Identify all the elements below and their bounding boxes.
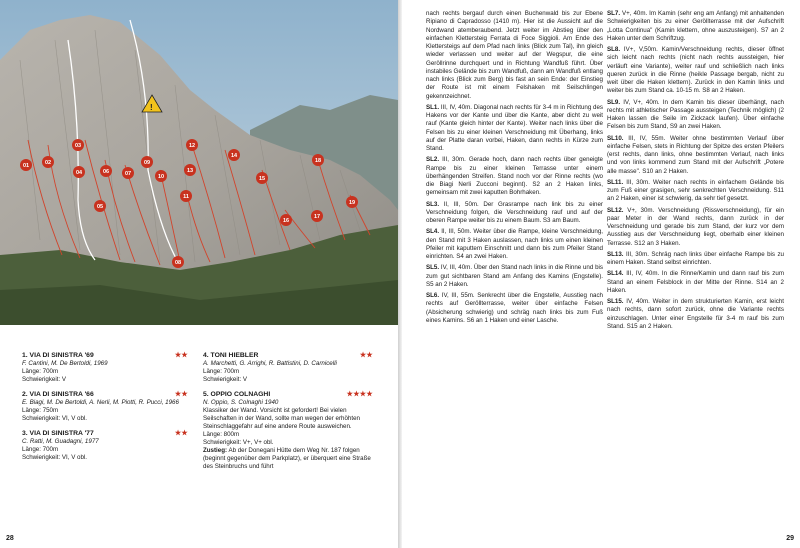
route-entry	[203, 352, 373, 384]
svg-text:13: 13	[186, 168, 194, 174]
pitch-label: SL13.	[607, 250, 624, 258]
mountain-topo-photo	[0, 0, 398, 325]
pitch-paragraph	[607, 179, 784, 204]
pitch-paragraph	[426, 104, 603, 154]
svg-text:11: 11	[183, 194, 189, 200]
pitch-paragraph	[607, 10, 784, 43]
route-marker	[312, 154, 324, 166]
route-marker	[122, 167, 134, 179]
pitch-label: SL2.	[426, 156, 440, 164]
pitch-text: IV, III, 40m. Über den Stand nach links in die Rinne und bis zum gut sichtbaren Stand am Anfang des Kamins (Engstelle). S5 an 2 Haken.	[426, 264, 603, 288]
route-authors: E. Biagi, M. De Bertoldi, A. Nerli, M. Piotti, R. Pucci, 1966	[22, 399, 179, 406]
svg-text:04: 04	[75, 170, 83, 176]
route-stars: ★★	[359, 352, 373, 359]
route-entry	[22, 430, 188, 462]
length-label: Länge:	[22, 446, 41, 453]
pitch-text: III, 30m. Weiter nach rechts in einfachem Gelände bis zum Fuß einer grasigen, sehr senkrechten Verschneidung. S11 an 2 Haken, einer ist schwierig, da sehr tief gesetzt.	[607, 178, 784, 203]
pitch-label: SL15.	[607, 298, 624, 305]
pitch-label: SL11.	[607, 178, 624, 186]
pitch-label: SL4.	[426, 228, 440, 236]
route-marker	[155, 170, 167, 182]
pitch-text: III, IV, 40m. Diagonal nach rechts für 3-4 m in Richtung des Hakens vor der Kante und über die Kante, aber dicht zu weit rauf (Kante gleich hinter der Kante). Weiter nach links über die Felsen bis zu einer kleinen Verschneidung mit Überhang, links auf der Platte daran vorbei, Haken, dann rechts in Kürze zum Stand.	[426, 103, 603, 152]
pitch-paragraph	[426, 201, 603, 226]
route-entry	[203, 391, 373, 471]
pitch-text: IV, V+, 40m. In dem Kamin bis dieser überhängt, nach rechts mit athletischer Passage aussteigen (Technik möglich) (2 Haken lassen die Seile im Zickzack laufen). Über einfache Felsen bis zum Stand, S9 an zwei Haken.	[607, 98, 784, 131]
pitch-label: SL12.	[607, 206, 624, 214]
route-marker	[20, 159, 32, 171]
pitch-paragraph	[607, 135, 784, 176]
route-marker	[228, 149, 240, 161]
pitch-paragraph	[426, 156, 603, 197]
route-entry	[22, 391, 188, 423]
svg-text:08: 08	[174, 260, 182, 266]
pitch-paragraph	[607, 207, 784, 248]
pitch-paragraph	[426, 264, 603, 289]
page-number-right: 29	[786, 535, 794, 542]
route-title: 2. VIA DI SINISTRA '66	[22, 391, 94, 398]
pitch-text: IV+, V,50m. Kamin/Verschneidung rechts, dieser öffnet sich leicht nach rechts (nicht nach rechts aussteigen, hier verläuft eine Variante), weiter rauf und schließlich nach links queren zurück in die Rinne (heikle Passage bergab, nicht zu weit über die Haken klettern). Zurück in den Kamin links und weiter bis zum Stand ca. 10-15 m. S8 an 2 Haken.	[607, 46, 784, 95]
route-authors: C. Ratti, M. Guadagni, 1977	[22, 438, 99, 445]
svg-text:14: 14	[230, 153, 238, 159]
approach-paragraph	[426, 10, 603, 101]
svg-text:12: 12	[188, 143, 196, 149]
page-number-left: 28	[6, 535, 14, 542]
pitch-text: III, IV, 40m. In die Rinne/Kamin und dann rauf bis zum Stand an einem Felsblock in der Mitte der Rinne. S14 an 2 Haken.	[607, 270, 784, 294]
pitch-text: IV, 40m. Weiter in dem strukturierten Kamin, erst leicht nach rechts, dann sofort zurück, ohne die Variante rechts einzuschlagen. Unter einer Engstelle für 3-4 m rauf bis zum Stand. S15 an 2 Haken.	[607, 298, 784, 330]
route-length: 800m	[223, 431, 240, 438]
pitch-text: IV, III, 55m. Senkrecht über die Engstelle, Ausstieg nach rechts auf Geröllterrasse, weiter über einfache Felsen (Absicherung schwierig) und schräg nach links bis zum Fuß eines Kamins. S6 an 1 Haken und einer Lasche.	[426, 292, 603, 324]
route-difficulty: VI, V obl.	[61, 454, 88, 461]
pitch-column-1	[426, 10, 603, 328]
svg-text:07: 07	[124, 171, 132, 177]
route-marker	[256, 172, 268, 184]
svg-text:05: 05	[96, 204, 104, 210]
length-label: Länge:	[22, 368, 41, 375]
route-stars: ★★★★	[346, 391, 373, 398]
svg-text:01: 01	[22, 163, 30, 169]
route-length: 750m	[42, 407, 59, 414]
route-marker	[94, 200, 106, 212]
route-stars: ★★	[174, 391, 188, 398]
pitch-label: SL5.	[426, 264, 440, 272]
pitch-label: SL7.	[607, 10, 621, 17]
route-marker	[172, 256, 184, 268]
svg-text:10: 10	[157, 174, 165, 180]
difficulty-label: Schwierigkeit:	[22, 376, 61, 383]
route-marker	[42, 156, 54, 168]
svg-text:03: 03	[74, 143, 82, 149]
route-marker	[73, 166, 85, 178]
pitch-paragraph	[426, 292, 603, 325]
svg-text:16: 16	[282, 218, 290, 224]
svg-text:15: 15	[258, 176, 266, 182]
route-entry	[22, 352, 188, 384]
route-title: 3. VIA DI SINISTRA '77	[22, 430, 94, 437]
pitch-paragraph	[607, 251, 784, 268]
pitch-text: III, 30m. Gerade hoch, dann nach rechts über geneigte Rampe bis zu einer kleinen Terrasse unter einem überhängenden Streifen. Stand noch vor der Rinne rechts (wo die Biagi Nerli Zucconi beginnt). S2 an 2 Haken links, gemeinsam mit zwei kaputten Bohrhaken.	[426, 156, 603, 197]
route-marker	[141, 156, 153, 168]
svg-text:!: !	[150, 103, 153, 112]
pitch-paragraph	[607, 99, 784, 132]
route-title: 1. VIA DI SINISTRA '69	[22, 352, 94, 359]
svg-text:17: 17	[313, 214, 321, 220]
pitch-text: II, III, 50m. Der Grasrampe nach link bis zu einer Verschneidung folgen, die Verschneidung rauf und auf der oberen Rampe weiter bis zu einem Baum. S3 am Baum.	[426, 200, 603, 224]
svg-text:02: 02	[44, 160, 52, 166]
route-list-column-2	[203, 352, 373, 478]
approach-label: Zustieg:	[203, 447, 228, 454]
pitch-text: V+, 30m. Verschneidung (Rissverschneidung), für ein paar Meter in der Wand rechts, dann zurück in der Verschneidung und gerade bis zum Stand, der kurz vor dem Ausstieg aus der Verschneidung liegt, oberhalb einer kleinen Terrasse. S12 an 3 Haken.	[607, 206, 784, 247]
pitch-paragraph	[426, 228, 603, 261]
pitch-label: SL8.	[607, 46, 621, 53]
route-difficulty: V	[61, 376, 67, 383]
route-stars: ★★	[174, 430, 188, 437]
route-marker	[184, 164, 196, 176]
route-title: 5. OPPIO COLNAGHI	[203, 391, 271, 398]
pitch-label: SL10.	[607, 134, 624, 142]
route-approach: Ab der Donegani Hütte dem Weg Nr. 187 folgen (beginnt gegenüber dem Parkplatz), er überquert eine Straße des Steinbruchs und führt	[203, 447, 371, 470]
pitch-text: III, IV, 55m. Weiter ohne bestimmten Verlauf über einfache Felsen, stets in Richtung der Spitze des ersten Pfeilers (erst rechts, dann links, ohne bestimmten Verlauf, nach links und von links kommend zum Stand mit der Aufschrift „Potere alle masse". S10 an 2 Haken.	[607, 134, 784, 175]
svg-text:09: 09	[143, 160, 151, 166]
route-marker	[280, 214, 292, 226]
route-marker	[180, 190, 192, 202]
pitch-paragraph	[607, 270, 784, 295]
route-marker	[100, 165, 112, 177]
difficulty-label: Schwierigkeit:	[22, 454, 61, 461]
route-marker	[311, 210, 323, 222]
route-stars: ★★	[174, 352, 188, 359]
route-title: 4. TONI HIEBLER	[203, 352, 259, 359]
pitch-text: II, III, 50m. Weiter über die Rampe, kleine Verschneidung, den Stand mit 3 Haken auslassen, nach links um einen kleinen Pfeiler mit kaputtem Einschnitt und dann bis zum Pfeiler Stand einrichten. S4 an zwei Haken.	[426, 228, 603, 260]
approach-text: nach rechts bergauf durch einen Buchenwald bis zur Ebene Ripiano di Capradosso (1410 m). Hier ist die Aussicht auf die Nordwand atemberaubend. Jetzt weiter im Abstieg über den einfachen Klettersteig Ferrata di Foce Siggioli. Am Ende des Klettersteigs auf dem Pfad nach links (Blick zum Tal), ihn gleich wieder verlassen und weiter auf der Wegspur, die eine Geröllrinne durchquert und in Richtung Wandfuß führt. Über instabiles Gelände bis zum Wandfuß, dann am Wandfuß entlang nach links (Blick zum Berg) bis fast an sein Ende: der Einstieg der Route ist mit einem Felshaken mit Seilschlingen gekennzeichnet.	[426, 10, 603, 100]
svg-text:06: 06	[102, 169, 110, 175]
route-difficulty: V	[242, 376, 248, 383]
route-list-column-1	[22, 352, 188, 469]
difficulty-label: Schwierigkeit:	[22, 415, 61, 422]
pitch-label: SL1.	[426, 103, 440, 111]
pitch-label: SL3.	[426, 200, 440, 208]
route-description: Klassiker der Wand. Vorsicht ist gefordert! Bei vielen Seilschaften in der Wand, sollte man wegen der erhöhten Steinschlaggefahr auf eine andere Route ausweichen.	[203, 407, 360, 430]
pitch-text: V+, 40m. Im Kamin (sehr eng am Anfang) mit anhaltenden Schwierigkeiten bis zu einer Geröllterrasse mit der Aufschrift „Lotta Continua" (Kamin klettern, ohne auszusteigen). S7 an 2 Haken unter dem Schriftzug.	[607, 10, 784, 42]
route-length: 700m	[42, 446, 59, 453]
route-length: 700m	[42, 368, 59, 375]
route-authors: A. Marchetti, G. Arrighi, R. Battistini, D. Carnicelli	[203, 360, 337, 367]
difficulty-label: Schwierigkeit:	[203, 376, 242, 383]
pitch-paragraph	[607, 46, 784, 96]
pitch-text: III, 30m. Schräg nach links über einfache Rampe bis zu einem Haken. Stand selbst einrichten.	[607, 250, 784, 266]
route-authors: N. Oppio, S. Colnaghi 1940	[203, 399, 279, 406]
route-marker	[186, 139, 198, 151]
svg-text:19: 19	[348, 200, 356, 206]
length-label: Länge:	[203, 431, 222, 438]
route-difficulty: VI, V obl.	[61, 415, 88, 422]
left-page	[0, 0, 398, 548]
difficulty-label: Schwierigkeit:	[203, 439, 242, 446]
svg-text:18: 18	[314, 158, 322, 164]
route-authors: F. Cantini, M. De Bertoldi, 1969	[22, 360, 108, 367]
route-marker	[72, 139, 84, 151]
length-label: Länge:	[22, 407, 41, 414]
pitch-label: SL14.	[607, 270, 624, 278]
route-length: 700m	[223, 368, 240, 375]
route-marker	[346, 196, 358, 208]
route-difficulty: V+, V+ obl.	[242, 439, 274, 446]
pitch-paragraph	[607, 298, 784, 331]
pitch-column-2	[607, 10, 784, 334]
pitch-label: SL6.	[426, 292, 440, 299]
length-label: Länge:	[203, 368, 222, 375]
pitch-label: SL9.	[607, 98, 621, 106]
right-page	[402, 0, 800, 548]
